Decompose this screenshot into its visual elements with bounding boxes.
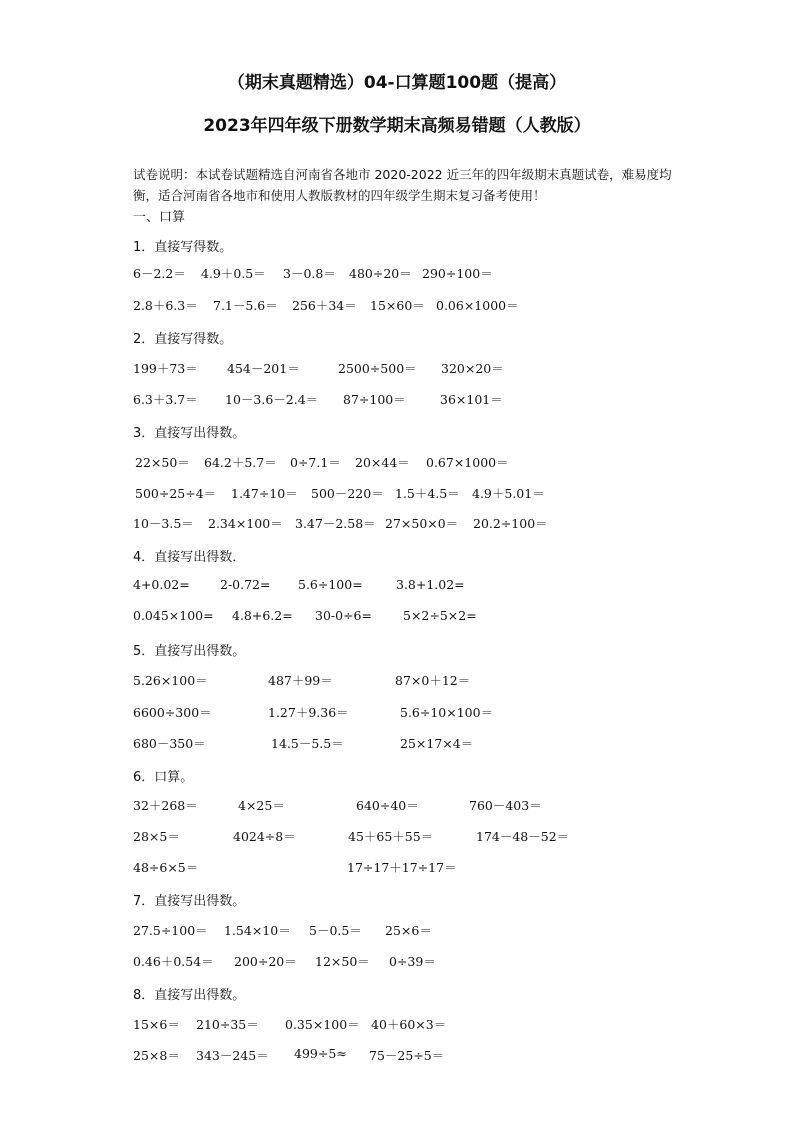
expression: 4.9＋5.01＝ [472,486,545,501]
expression: 17÷17＋17÷17＝ [347,860,457,875]
question-7-label: 7．直接写出得数。 [133,894,246,909]
expression: 0÷39＝ [389,954,436,969]
expression: 25×6＝ [385,923,432,938]
question-8-label: 8．直接写出得数。 [133,988,246,1003]
expression: 25×8＝ [133,1048,180,1063]
expression: 500÷25÷4＝ [135,486,217,501]
expression: 1.47÷10＝ [231,486,298,501]
question-1-label: 1．直接写得数。 [133,240,233,255]
question-3-label: 3．直接写出得数。 [133,426,246,441]
expression: 454－201＝ [227,361,300,376]
expression: 256＋34＝ [292,298,357,313]
expression: 343－245＝ [196,1048,269,1063]
expression: 1.5＋4.5＝ [395,486,460,501]
expression: 27.5÷100＝ [133,923,208,938]
expression: 200÷20＝ [234,954,297,969]
expression: 5.6÷10×100＝ [400,705,494,720]
question-5-label: 5．直接写出得数。 [133,644,246,659]
expression: 174－48－52＝ [476,829,570,844]
expression: 480÷20＝ [349,266,412,281]
expression: 12×50＝ [315,954,370,969]
expression: 64.2＋5.7＝ [204,455,277,470]
expression: 4024÷8＝ [233,829,296,844]
expression: 500－220＝ [311,486,384,501]
expression: 487＋99＝ [268,673,333,688]
question-2-label: 2．直接写得数。 [133,332,233,347]
expression: 0.67×1000＝ [426,455,509,470]
section-heading: 一、口算 [133,210,186,225]
expression: 5.26×100＝ [133,673,208,688]
expression: 499÷5≈ [294,1046,347,1061]
expression: 87×0＋12＝ [395,673,471,688]
title-line-1: （期末真题精选）04-口算题100题（提高） [227,73,567,93]
question-6-label: 6．口算。 [133,770,194,785]
expression: 5.6÷100= [298,577,363,592]
expression: 4.8+6.2= [232,608,293,623]
expression: 6－2.2＝ [133,266,186,281]
expression: 14.5－5.5＝ [271,736,344,751]
expression: 48÷6×5＝ [133,860,199,875]
expression: 20.2÷100＝ [473,516,548,531]
expression: 3.47－2.58＝ [295,516,376,531]
expression: 320×20＝ [441,361,504,376]
title-line-2: 2023年四年级下册数学期末高频易错题（人教版） [203,116,591,136]
expression: 30-0÷6= [315,608,372,623]
expression: 680－350＝ [133,736,206,751]
expression: 0.06×1000＝ [436,298,519,313]
expression: 290÷100＝ [422,266,493,281]
expression: 0.35×100＝ [285,1017,360,1032]
expression: 1.54×10＝ [224,923,291,938]
expression: 6600÷300＝ [133,705,212,720]
expression: 3.8+1.02= [396,577,465,592]
expression: 25×17×4＝ [400,736,474,751]
expression: 0.46＋0.54＝ [133,954,214,969]
expression: 6.3＋3.7＝ [133,392,198,407]
expression: 0÷7.1＝ [290,455,341,470]
expression: 15×6＝ [133,1017,180,1032]
expression: 4+0.02= [133,577,190,592]
expression: 10－3.5＝ [133,516,194,531]
expression: 45＋65＋55＝ [348,829,434,844]
expression: 2-0.72= [220,577,271,592]
expression: 27×50×0＝ [385,516,459,531]
expression: 2.34×100＝ [208,516,283,531]
expression: 5－0.5＝ [309,923,362,938]
expression: 199＋73＝ [133,361,198,376]
expression: 2.8＋6.3＝ [133,298,198,313]
expression: 32＋268＝ [133,798,198,813]
expression: 22×50＝ [135,455,190,470]
expression: 10－3.6－2.4＝ [225,392,319,407]
expression: 2500÷500＝ [338,361,417,376]
expression: 4×25＝ [238,798,285,813]
expression: 15×60＝ [370,298,425,313]
expression: 75－25÷5＝ [369,1048,445,1063]
expression: 4.9＋0.5＝ [201,266,266,281]
expression: 5×2÷5×2= [403,608,477,623]
expression: 87÷100＝ [343,392,406,407]
expression: 36×101＝ [440,392,503,407]
expression: 640÷40＝ [356,798,419,813]
expression: 7.1－5.6＝ [213,298,278,313]
expression: 1.27＋9.36＝ [268,705,349,720]
intro-text: 试卷说明：本试卷试题精选自河南省各地市 2020-2022 近三年的四年级期末真题试卷，难易度均衡，适合河南省各地市和使用人教版教材的四年级学生期末复习备考使用！ [133,167,672,203]
expression: 3－0.8＝ [283,266,336,281]
expression: 40＋60×3＝ [371,1017,447,1032]
question-4-label: 4．直接写出得数． [133,550,246,565]
expression: 20×44＝ [355,455,410,470]
expression: 28×5＝ [133,829,180,844]
expression: 0.045×100= [133,608,214,623]
expression: 760－403＝ [469,798,542,813]
expression: 210÷35＝ [196,1017,259,1032]
